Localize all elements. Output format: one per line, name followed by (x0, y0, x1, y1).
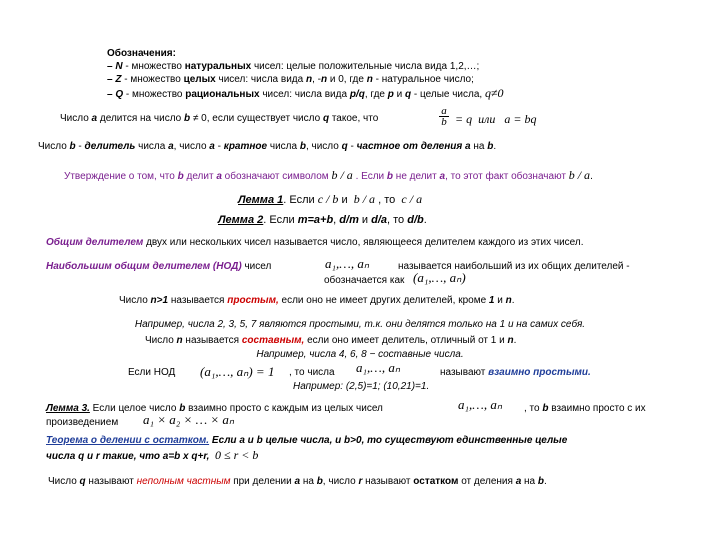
divides-notation-statement: Утверждение о том, что b делит a обозначают символом b / a . Если b не делит a, то этот факт обозначают b / a. (64, 168, 593, 182)
coprime-then: , то числа (289, 367, 335, 378)
notation-title: Обозначения: (107, 48, 176, 59)
lemma-3-cont: , то b взаимно просто с их (524, 403, 646, 414)
gcd-definition: Наибольшим общим делителем (НОД) чисел (46, 261, 272, 272)
lemma-3: Лемма 3. Если целое число b взаимно просто с каждым из целых чисел (46, 403, 383, 414)
remainder-inequality: 0 ≤ r < b (215, 448, 259, 462)
prime-example: Например, числа 2, 3, 5, 7 являются простыми, т.к. они делятся только на 1 и на самих себя. (134, 319, 586, 330)
gcd-notation: (a₁,…, aₙ) (413, 270, 466, 285)
quotient-remainder-definition: Число q называют неполным частным при делении a на b, число r называют остатком от деления a на b. (48, 476, 547, 487)
symbol-b-not-divides-a: b / a (568, 168, 591, 182)
divides-definition: Число a делится на число b ≠ 0, если существует число q такое, что (60, 113, 379, 124)
lemma-1: Лемма 1. Если c / b и b / a , то c / a (238, 192, 423, 206)
composite-example: Например, числа 4, 6, 8 − составные числа. (256, 349, 464, 360)
divisor-definition: Число b - делитель числа a, число a - кратное числа b, число q - частное от деления a на b. (38, 141, 497, 152)
gcd-sequence: a₁,…, aₙ (325, 256, 370, 271)
notation-q: – Q - множество рациональных чисел: числа вида p/q, где p и q - целые числа, q≠0 (107, 86, 504, 100)
coprime-called: называют взаимно простыми. (440, 367, 591, 378)
notation-n: – N - множество натуральных чисел: целые положительные числа вида 1,2,…; (107, 61, 480, 72)
lemma-2: Лемма 2. Если m=a+b, d/m и d/a, то d/b. (218, 214, 427, 226)
notation-z: – Z - множество целых чисел: числа вида n, -n и 0, где n - натуральное число; (107, 74, 474, 85)
symbol-b-divides-a: b / a (331, 168, 353, 182)
theorem-division: Теорема о делении с остатком. Если a и b целые числа, и b>0, то существуют единственные целые (46, 435, 568, 446)
coprime-sequence: a₁,…, aₙ (356, 360, 401, 375)
lemma-3-product-label: произведением (46, 417, 119, 428)
composite-definition: Число n называется составным, если оно имеет делитель, отличный от 1 и n. (145, 335, 517, 346)
lemma-3-sequence: a₁,…, aₙ (458, 397, 503, 412)
gcd-notation-label: обозначается как (324, 275, 405, 286)
coprime-if-label: Если НОД (128, 367, 176, 378)
prime-definition: Число n>1 называется простым, если оно не имеет других делителей, кроме 1 и n. (119, 295, 515, 306)
divides-formula: = q или a = bq (455, 112, 537, 126)
gcd-definition-cont: называется наибольший из их общих делителей - (398, 261, 630, 272)
lemma-3-product: a₁ × a₂ × … × aₙ (143, 412, 235, 427)
coprime-formula: (a₁,…, aₙ) = 1 (200, 364, 275, 379)
coprime-example: Например: (2,5)=1; (10,21)=1. (293, 381, 430, 392)
theorem-division-cont: числа q и r такие, что a=b x q+r, 0 ≤ r < b (46, 448, 259, 462)
common-divisor-definition: Общим делителем двух или нескольких чисел называется число, являющееся делителем каждого из этих чисел. (46, 237, 584, 248)
fraction-a-over-b: a b (439, 106, 449, 127)
q-nonzero: q≠0 (484, 86, 504, 100)
